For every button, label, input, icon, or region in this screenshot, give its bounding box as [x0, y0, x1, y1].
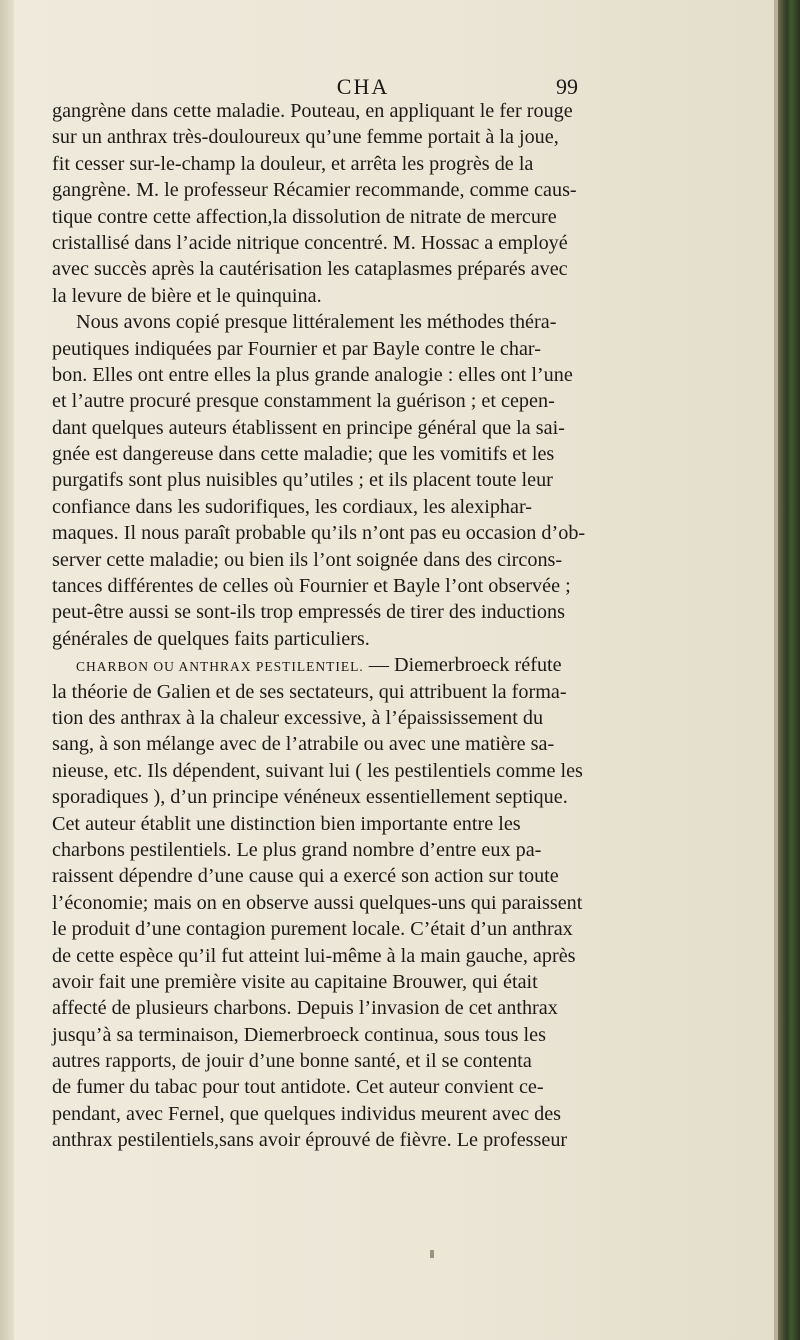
- text-line: et l’autre procuré presque constamment la guérison ; et cepen-: [52, 390, 555, 413]
- text-line: peut-être aussi se sont-ils trop empressés de tirer des inductions: [52, 601, 565, 624]
- text-line: avec succès après la cautérisation les cataplasmes préparés avec: [52, 258, 568, 281]
- book-spine-binding: [778, 0, 800, 1340]
- text-line: avoir fait une première visite au capitaine Brouwer, qui était: [52, 970, 538, 993]
- text-line: tion des anthrax à la chaleur excessive, à l’épaississement du: [52, 706, 544, 729]
- text-line: Nous avons copié presque littéralement les méthodes théra-: [76, 311, 557, 334]
- text-line: sur un anthrax très-douloureux qu’une femme portait à la joue,: [52, 126, 559, 149]
- text-line: anthrax pestilentiels,sans avoir éprouvé de fièvre. Le professeur: [52, 1129, 568, 1152]
- text-line: fit cesser sur-le-champ la douleur, et arrêta les progrès de la: [52, 152, 534, 175]
- page-number: 99: [556, 74, 578, 99]
- text-line: confiance dans les sudorifiques, les cordiaux, les alexiphar-: [52, 495, 533, 518]
- text-line: affecté de plusieurs charbons. Depuis l’invasion de cet anthrax: [52, 997, 558, 1020]
- text-line: sporadiques ), d’un principe vénéneux essentiellement septique.: [52, 786, 568, 809]
- text-line: la théorie de Galien et de ses sectateurs, qui attribuent la forma-: [52, 680, 567, 703]
- section-heading-continuation: — Diemerbroeck réfute: [363, 654, 562, 677]
- ink-speck: [430, 1250, 434, 1258]
- text-line: de fumer du tabac pour tout antidote. Cet auteur convient ce-: [52, 1076, 544, 1099]
- text-line: maques. Il nous paraît probable qu’ils n’ont pas eu occasion d’ob-: [52, 522, 586, 545]
- text-line: cristallisé dans l’acide nitrique concentré. M. Hossac a employé: [52, 231, 568, 254]
- text-line: le produit d’une contagion purement locale. C’était d’un anthrax: [52, 918, 573, 941]
- text-line: tances différentes de celles où Fournier et Bayle l’ont observée ;: [52, 575, 571, 598]
- text-line: sang, à son mélange avec de l’atrabile ou avec une matière sa-: [52, 733, 555, 756]
- text-line: l’économie; mais on en observe aussi quelques-uns qui paraissent: [52, 891, 583, 914]
- text-line: pendant, avec Fernel, que quelques individus meurent avec des: [52, 1102, 562, 1125]
- text-line: gnée est dangereuse dans cette maladie; que les vomitifs et les: [52, 443, 555, 466]
- text-line: peutiques indiquées par Fournier et par Bayle contre le char-: [52, 337, 541, 360]
- page-left-edge: [0, 0, 14, 1340]
- text-line: raissent dépendre d’une cause qui a exercé son action sur toute: [52, 865, 559, 888]
- running-title: CHA: [336, 74, 390, 99]
- text-line: server cette maladie; ou bien ils l’ont soignée dans des circons-: [52, 548, 563, 571]
- text-line: purgatifs sont plus nuisibles qu’utiles ; et ils placent toute leur: [52, 469, 553, 492]
- text-line: tique contre cette affection,la dissolution de nitrate de mercure: [52, 205, 557, 228]
- text-line: générales de quelques faits particuliers.: [52, 627, 370, 650]
- text-line: la levure de bière et le quinquina.: [52, 284, 322, 307]
- text-line: bon. Elles ont entre elles la plus grande analogie : elles ont l’une: [52, 363, 573, 386]
- text-line: autres rapports, de jouir d’une bonne santé, et il se contenta: [52, 1050, 532, 1073]
- section-heading-line: [52, 652, 772, 678]
- section-heading: CHARBON OU ANTHRAX PESTILENTIEL.: [76, 659, 364, 675]
- text-line: gangrène dans cette maladie. Pouteau, en appliquant le fer rouge: [52, 100, 573, 122]
- text-line: nieuse, etc. Ils dépendent, suivant lui ( les pestilentiels comme les: [52, 759, 583, 782]
- body-text: [52, 98, 772, 1154]
- text-line: dant quelques auteurs établissent en principe général que la sai-: [52, 416, 565, 439]
- text-line: de cette espèce qu’il fut atteint lui-même à la main gauche, après: [52, 944, 576, 967]
- text-line: charbons pestilentiels. Le plus grand nombre d’entre eux pa-: [52, 838, 542, 861]
- text-line: jusqu’à sa terminaison, Diemerbroeck continua, sous tous les: [52, 1023, 546, 1046]
- text-line: gangrène. M. le professeur Récamier recommande, comme caus-: [52, 179, 577, 202]
- text-line: Cet auteur établit une distinction bien importante entre les: [52, 812, 521, 835]
